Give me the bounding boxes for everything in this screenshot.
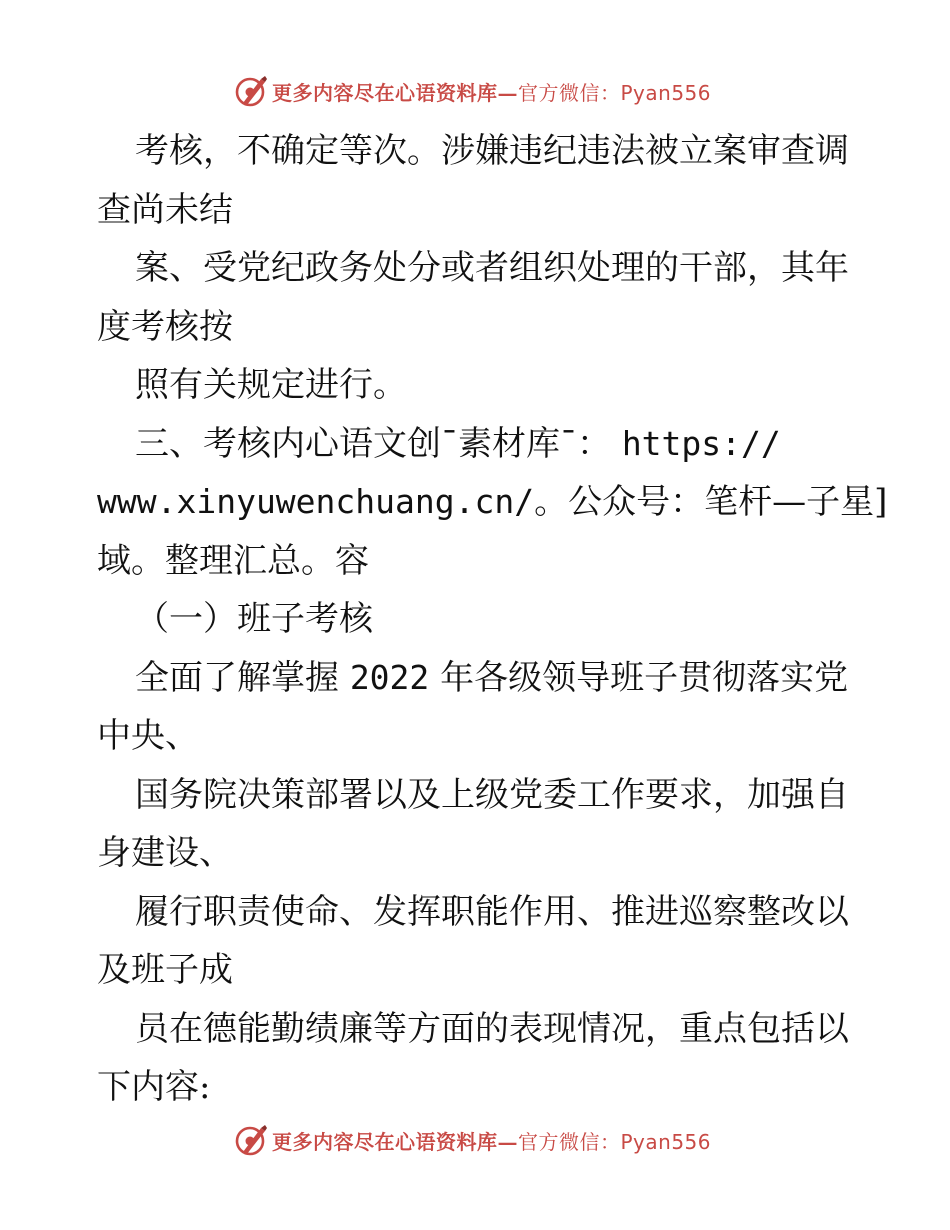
- banner-wechat-text: 官方微信：Pyan556: [518, 1129, 712, 1154]
- subsection-heading: （一）班子考核: [135, 599, 373, 639]
- text-line: 案、受党纪政务处分或者组织处理的干部，其年: [135, 248, 849, 288]
- document-body: [97, 122, 888, 1117]
- text-line: 照有关规定进行。: [135, 365, 407, 405]
- banner-main-text: 更多内容尽在心语资料库—: [272, 1129, 518, 1154]
- text-line: 国务院决策部署以及上级党委工作要求，加强自: [135, 774, 849, 815]
- text-line: 度考核按: [97, 306, 233, 347]
- banner-wechat-text: 官方微信：Pyan556: [518, 80, 712, 105]
- text-line: 下内容:: [97, 1067, 211, 1107]
- text-line: 查尚未结: [97, 189, 233, 230]
- text-line: [97, 649, 857, 708]
- text-line: 员在德能勤绩廉等方面的表现情况，重点包括以: [135, 1008, 849, 1049]
- url-text: www.xinyuwenchuang.cn/: [97, 482, 535, 521]
- url-fragment: https://: [621, 423, 781, 463]
- pen-logo-icon: [234, 74, 268, 108]
- text-line: 身建设、: [97, 833, 233, 873]
- text-fragment: 年各级领导班子贯彻落实党: [440, 657, 849, 698]
- text-line: 及班子成: [97, 950, 233, 990]
- section-heading-line: [97, 415, 857, 474]
- text-line: 履行职责使命、发挥职能作用、推进巡察整改以: [135, 891, 849, 932]
- text-fragment: 。公众号：笔杆—子星]: [534, 482, 888, 522]
- text-fragment: 全面了解掌握: [135, 657, 339, 698]
- year-number: 2022: [349, 657, 430, 697]
- header-banner: [234, 73, 711, 109]
- section-heading-text: 三、考核内心语文创¯素材库¯：: [135, 423, 611, 464]
- text-line: 考核，不确定等次。涉嫌违纪违法被立案审查调: [135, 131, 849, 171]
- text-line: 中央、: [97, 716, 199, 756]
- pen-logo-icon: [234, 1123, 268, 1157]
- url-line: [97, 473, 888, 532]
- banner-main-text: 更多内容尽在心语资料库—: [272, 80, 518, 105]
- footer-banner: [234, 1122, 711, 1158]
- text-line: 域。整理汇总。容: [97, 540, 369, 581]
